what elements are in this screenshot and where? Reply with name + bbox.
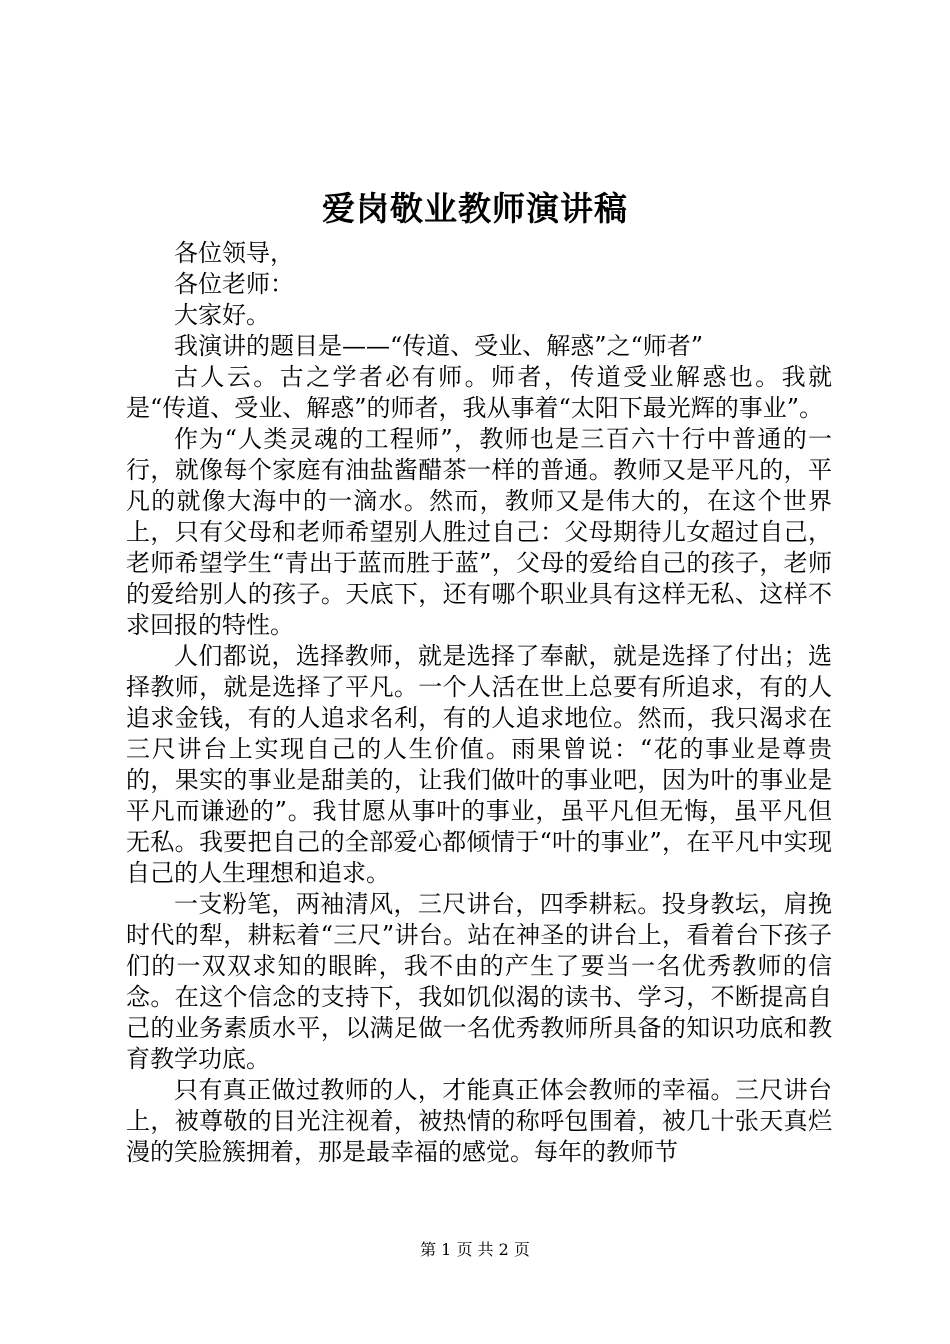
speech-topic: 我演讲的题目是——“传道、受业、解惑”之“师者” [174, 332, 704, 360]
salutation-teachers: 各位老师： [174, 270, 294, 298]
body-paragraph: 人们都说，选择教师，就是选择了奉献，就是选择了付出；选择教师，就是选择了平凡。一个人活在世上总要有所追求，有的人追求金钱，有的人追求名利，有的人追求地位。然而，我只渴求在三尺讲台上实现自己的人生价值。雨果曾说：“花的事业是尊贵的，果实的事业是甜美的，让我们做叶的事业吧，因为叶的事业是平凡而谦逊的”。我甘愿从事叶的事业，虽平凡但无悔，虽平凡但无私。我要把自己的全部爱心都倾情于“叶的事业”，在平凡中实现自己的人生理想和追求。 [126, 642, 832, 887]
document-title: 爱岗敬业教师演讲稿 [322, 189, 628, 228]
salutation-leaders: 各位领导， [174, 239, 294, 267]
body-paragraph: 只有真正做过教师的人，才能真正体会教师的幸福。三尺讲台上，被尊敬的目光注视着，被热情的称呼包围着，被几十张天真烂漫的笑脸簇拥着，那是最幸福的感觉。每年的教师节 [126, 1076, 832, 1166]
body-paragraph: 一支粉笔，两袖清风，三尺讲台，四季耕耘。投身教坛，肩挽时代的犁，耕耘着“三尺”讲台。站在神圣的讲台上，看着台下孩子们的一双双求知的眼眸，我不由的产生了要当一名优秀教师的信念。在这个信念的支持下，我如饥似渴的读书、学习，不断提高自己的业务素质水平，以满足做一名优秀教师所具备的知识功底和教育教学功底。 [126, 890, 832, 1073]
document-body [126, 238, 832, 1168]
body-paragraph: 作为“人类灵魂的工程师”，教师也是三百六十行中普通的一行，就像每个家庭有油盐酱醋茶一样的普通。教师又是平凡的，平凡的就像大海中的一滴水。然而，教师又是伟大的，在这个世界上，只有父母和老师希望别人胜过自己：父母期待儿女超过自己，老师希望学生“青出于蓝而胜于蓝”，父母的爱给自己的孩子，老师的爱给别人的孩子。天底下，还有哪个职业具有这样无私、这样不求回报的特性。 [126, 425, 832, 639]
greeting: 大家好。 [174, 301, 270, 329]
body-paragraph: 古人云。古之学者必有师。师者，传道受业解惑也。我就是“传道、受业、解惑”的师者，我从事着“太阳下最光辉的事业”。 [126, 363, 832, 422]
page-number: 第 1 页 共 2 页 [420, 1240, 530, 1259]
